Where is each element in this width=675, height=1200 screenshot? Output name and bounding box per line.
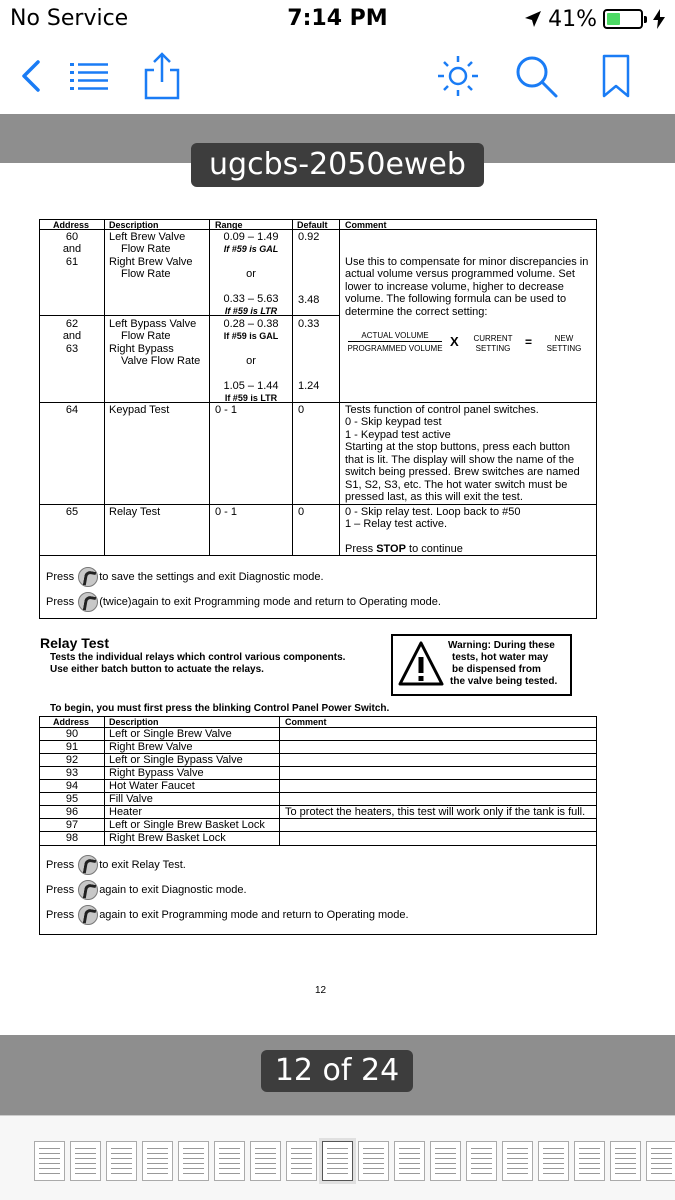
page-thumbnail[interactable] (286, 1141, 317, 1181)
col-description: Description (109, 220, 159, 230)
cell-default: 1.24 (298, 380, 320, 392)
cell-description: Relay Test (109, 506, 161, 518)
stop-button-icon (78, 592, 98, 612)
row-address: 97 (65, 819, 79, 831)
comment-line: actual volume versus programmed volume. Set (345, 268, 575, 280)
warning-line: the valve being tested. (450, 676, 558, 687)
page-thumbnail[interactable] (34, 1141, 65, 1181)
comment-line: lower to increase volume, higher to decrease (345, 281, 564, 293)
col-range: Range (215, 220, 243, 230)
page-thumbnail[interactable] (502, 1141, 533, 1181)
row-comment: To protect the heaters, this test will work only if the tank is full. (285, 806, 586, 818)
col-comment: Comment (285, 717, 327, 727)
page-thumbnail[interactable] (178, 1141, 209, 1181)
press-prog-exit: Press again to exit Programming mode and return to Operating mode. (46, 905, 409, 925)
cell-default: 0 (298, 506, 305, 518)
press-exit-note: Press (twice)again to exit Programming mode and return to Operating mode. (46, 592, 441, 612)
row-description: Right Bypass Valve (109, 767, 204, 779)
cell-address: 64 (65, 404, 79, 416)
col-address: Address (53, 717, 90, 727)
page-thumbnail[interactable] (538, 1141, 569, 1181)
press-diag-exit: Press again to exit Diagnostic mode. (46, 880, 247, 900)
comment-line: 0 - Skip relay test. Loop back to #50 (345, 506, 521, 518)
formula-equals: = (525, 335, 533, 349)
cell-range: 0.28 – 0.38 (223, 318, 279, 330)
comment-line: Starting at the stop buttons, press each button (345, 441, 571, 453)
press-relay-exit: Press to exit Relay Test. (46, 855, 186, 875)
row-description: Fill Valve (109, 793, 153, 805)
row-description: Right Brew Valve (109, 741, 193, 753)
row-address: 98 (65, 832, 79, 844)
row-description: Left or Single Brew Valve (109, 728, 232, 740)
cell-address: 60 (65, 231, 79, 243)
col-comment: Comment (345, 220, 387, 230)
row-address: 96 (65, 806, 79, 818)
page-thumbnail[interactable] (358, 1141, 389, 1181)
row-description: Hot Water Faucet (109, 780, 195, 792)
cell-range-note: If #59 is LTR (224, 306, 278, 316)
formula-current: SETTING (475, 344, 511, 353)
page-thumbnail[interactable] (394, 1141, 425, 1181)
comment-line: S1, S2, S3, etc. The hot water switch must be (345, 479, 568, 491)
cell-range: or (246, 355, 256, 367)
row-address: 95 (65, 793, 79, 805)
cell-description: Flow Rate (121, 243, 171, 255)
clock: 7:14 PM (287, 6, 388, 31)
comment-line: switch being pressed. Brew switches are named (345, 466, 580, 478)
cell-default: 0.92 (298, 231, 320, 243)
stop-button-icon (78, 905, 98, 925)
row-description: Right Brew Basket Lock (109, 832, 226, 844)
press-save-note: Press to save the settings and exit Diagnostic mode. (46, 567, 324, 587)
cell-description: Right Brew Valve (109, 256, 193, 268)
page-thumbnail[interactable] (646, 1141, 675, 1181)
cell-range-note: If #59 is GAL (223, 244, 279, 254)
battery-percent: 41% (548, 6, 597, 32)
comment-line: that is lit. The display will show the name of the (345, 454, 575, 466)
cell-address: 65 (65, 506, 79, 518)
relay-sub: Use either batch button to actuate the relays. (50, 664, 264, 675)
page-thumbnail[interactable] (142, 1141, 173, 1181)
col-description: Description (109, 717, 159, 727)
document-title: ugcbs-2050eweb (191, 143, 484, 187)
formula-denominator: PROGRAMMED VOLUME (347, 344, 443, 353)
formula-new: NEW (554, 334, 574, 343)
relay-sub: Tests the individual relays which control various components. (50, 652, 346, 663)
formula-multiply: X (450, 334, 459, 349)
comment-line: Tests function of control panel switches. (345, 404, 539, 416)
comment-line: Use this to compensate for minor discrepancies in (345, 256, 589, 268)
cell-description: Flow Rate (121, 330, 171, 342)
cell-range: or (246, 268, 256, 280)
cell-description: Flow Rate (121, 268, 171, 280)
relay-begin: To begin, you must first press the blinking Control Panel Power Switch. (50, 703, 390, 714)
formula-numerator: ACTUAL VOLUME (361, 331, 429, 340)
cell-description: Valve Flow Rate (121, 355, 201, 367)
cell-address: and (62, 330, 82, 342)
comment-line: determine the correct setting: (345, 306, 488, 318)
warning-line: tests, hot water may (452, 652, 549, 663)
page-thumbnail[interactable] (322, 1141, 353, 1181)
stop-button-icon (78, 855, 98, 875)
page-thumbnail[interactable] (106, 1141, 137, 1181)
warning-line: Warning: During these (448, 640, 555, 651)
cell-address: 63 (65, 343, 79, 355)
relay-heading: Relay Test (40, 635, 109, 651)
row-description: Left or Single Brew Basket Lock (109, 819, 265, 831)
page-thumbnail[interactable] (466, 1141, 497, 1181)
stop-button-icon (78, 567, 98, 587)
warning-line: be dispensed from (452, 664, 541, 675)
cell-address: and (62, 243, 82, 255)
cell-range: 0 - 1 (215, 506, 238, 518)
page-thumbnail[interactable] (70, 1141, 101, 1181)
row-description: Left or Single Bypass Valve (109, 754, 243, 766)
page-thumbnail[interactable] (610, 1141, 641, 1181)
col-default: Default (297, 220, 328, 230)
row-description: Heater (109, 806, 143, 818)
comment-line: 0 - Skip keypad test (345, 416, 442, 428)
cell-default: 3.48 (298, 294, 320, 306)
page-thumbnail[interactable] (214, 1141, 245, 1181)
row-address: 94 (65, 780, 79, 792)
page-number: 12 (315, 985, 327, 996)
page-thumbnail[interactable] (574, 1141, 605, 1181)
cell-description: Right Bypass (109, 343, 174, 355)
row-address: 93 (65, 767, 79, 779)
formula-new: SETTING (546, 344, 582, 353)
cell-address: 61 (65, 256, 79, 268)
cell-default: 0.33 (298, 318, 320, 330)
cell-description: Left Bypass Valve (109, 318, 197, 330)
cell-range: 0 - 1 (215, 404, 238, 416)
carrier-label: No Service (10, 6, 129, 31)
row-address: 92 (65, 754, 79, 766)
warning-triangle-icon (397, 640, 445, 688)
cell-range-note: If #59 is GAL (223, 331, 279, 341)
stop-button-icon (78, 880, 98, 900)
cell-range: 1.05 – 1.44 (223, 380, 279, 392)
comment-line: 1 – Relay test active. (345, 518, 448, 530)
cell-address: 62 (65, 318, 79, 330)
comment-line: pressed last, as this will exit the test. (345, 491, 523, 503)
col-address: Address (53, 220, 90, 230)
cell-description: Keypad Test (109, 404, 170, 416)
cell-default: 0 (298, 404, 305, 416)
page-indicator: 12 of 24 (261, 1050, 413, 1092)
stop-note: Press STOP to continue (345, 543, 463, 555)
page-thumbnail[interactable] (430, 1141, 461, 1181)
page-thumbnail[interactable] (250, 1141, 281, 1181)
row-address: 91 (65, 741, 79, 753)
comment-line: volume. The following formula can be used to (345, 293, 567, 305)
cell-range: 0.09 – 1.49 (223, 231, 279, 243)
cell-range-note: If #59 is LTR (224, 393, 278, 403)
cell-description: Left Brew Valve (109, 231, 186, 243)
cell-range: 0.33 – 5.63 (223, 293, 279, 305)
comment-line: 1 - Keypad test active (345, 429, 451, 441)
formula-current: CURRENT (473, 334, 513, 343)
row-address: 90 (65, 728, 79, 740)
